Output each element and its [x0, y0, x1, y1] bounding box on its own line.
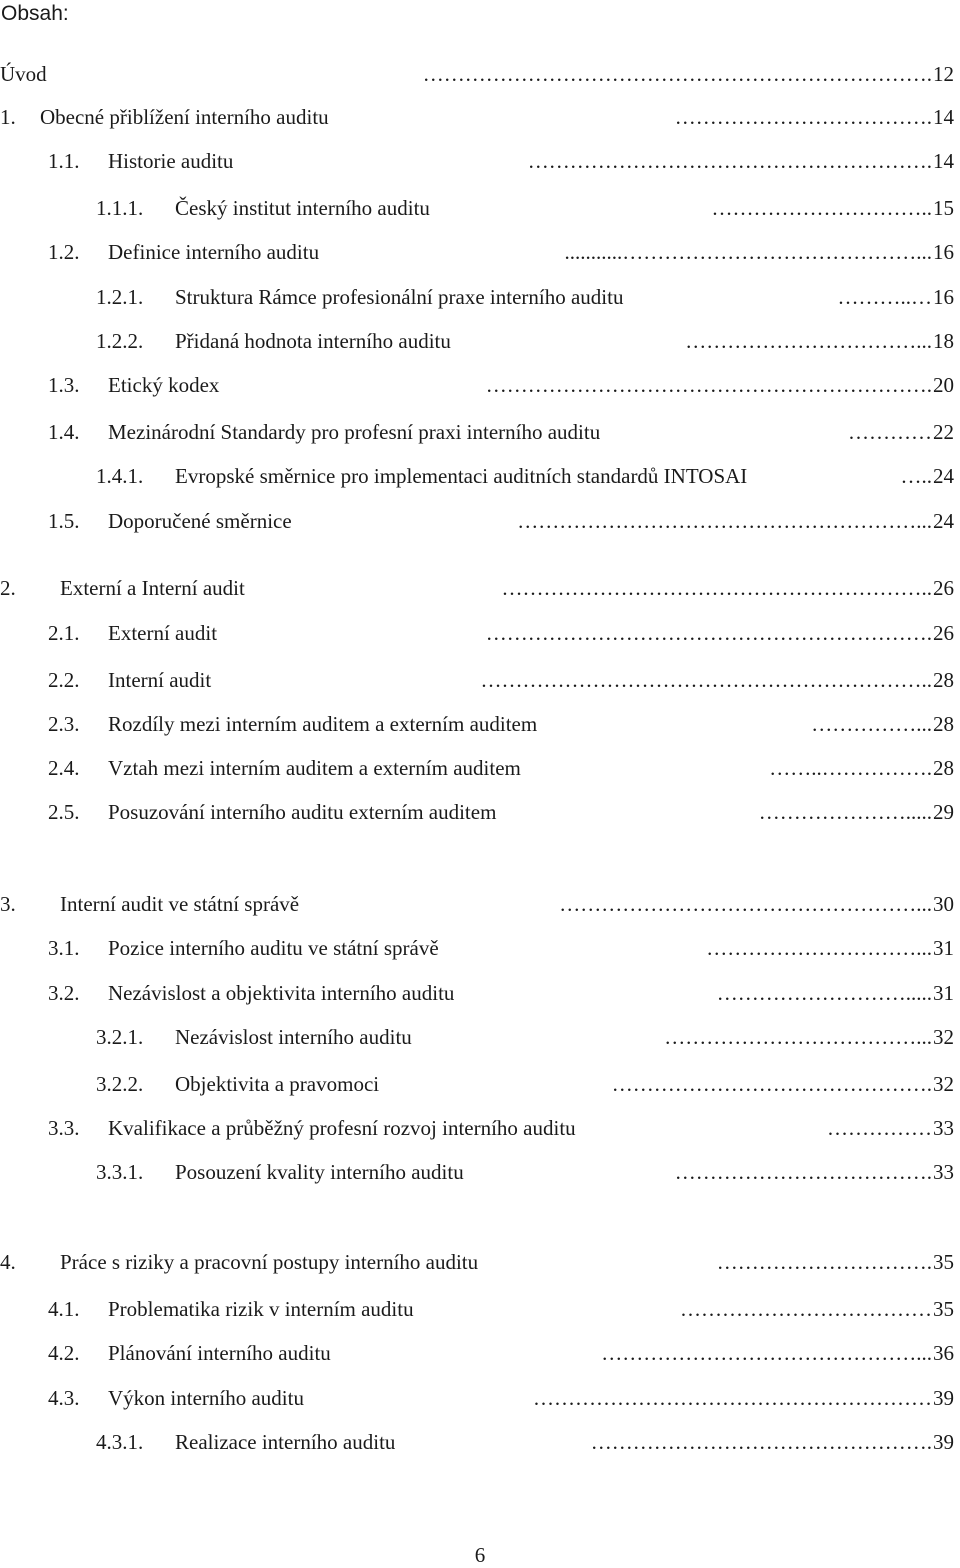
toc-entry-number: 4.2.	[48, 1341, 80, 1365]
toc-entry-number: 1.2.2.	[96, 329, 144, 353]
toc-entry	[0, 573, 954, 603]
toc-entry-leader: ...........……………………………………...	[564, 240, 932, 264]
toc-entry-title: Realizace interního auditu	[175, 1430, 396, 1454]
toc-entry-title: Etický kodex	[108, 373, 220, 397]
toc-entry	[0, 978, 954, 1008]
toc-entry-page: 18	[933, 329, 954, 353]
toc-entry-number: 3.	[0, 892, 16, 916]
toc-entry-page: 29	[933, 800, 954, 824]
toc-entry	[0, 102, 954, 132]
toc-entry-page: 20	[933, 373, 954, 397]
toc-entry	[0, 1113, 954, 1143]
toc-entry	[0, 1069, 954, 1099]
toc-entry	[0, 618, 954, 648]
toc-entry-title: Externí a Interní audit	[60, 576, 245, 600]
toc-entry	[0, 1294, 954, 1324]
toc-entry-page: 32	[933, 1025, 954, 1049]
toc-entry	[0, 326, 954, 356]
toc-entry-leader: ………..…	[837, 285, 932, 309]
toc-entry-number: 2.5.	[48, 800, 80, 824]
toc-entry-page: 28	[933, 668, 954, 692]
toc-entry-leader: ……………………………………………………..	[501, 576, 932, 600]
toc-entry-number: 2.2.	[48, 668, 80, 692]
page-number: 6	[474, 1543, 486, 1567]
toc-entry-title: Nezávislost a objektivita interního auditu	[108, 981, 455, 1005]
toc-entry-leader: …………	[848, 420, 932, 444]
toc-entry-page: 39	[933, 1386, 954, 1410]
toc-entry-leader: ……………………………………………………….	[485, 373, 932, 397]
toc-entry-title: Rozdíly mezi interním auditem a externím auditem	[108, 712, 538, 736]
toc-entry-leader: …………………………..	[711, 196, 932, 220]
toc-entry-number: 2.1.	[48, 621, 80, 645]
toc-entry-page: 31	[933, 981, 954, 1005]
toc-entry	[0, 1247, 954, 1277]
toc-entry	[0, 1338, 954, 1368]
toc-entry-number: 3.3.1.	[96, 1160, 144, 1184]
toc-entry-title: Přidaná hodnota interního auditu	[175, 329, 451, 353]
toc-entry-leader: ……………………………...	[685, 329, 932, 353]
toc-entry-title: Úvod	[0, 62, 47, 86]
toc-entry-leader: ……………………………………………………………….	[422, 62, 932, 86]
toc-entry-page: 12	[933, 62, 954, 86]
toc-entry-leader: ……………...	[811, 712, 932, 736]
toc-entry-page: 30	[933, 892, 954, 916]
toc-entry-title: Plánování interního auditu	[108, 1341, 331, 1365]
toc-entry	[0, 1157, 954, 1187]
toc-entry	[0, 709, 954, 739]
toc-entry	[0, 506, 954, 536]
toc-entry-page: 24	[933, 464, 954, 488]
toc-entry-title: Pozice interního auditu ve státní správě	[108, 936, 439, 960]
toc-entry-page: 14	[933, 149, 954, 173]
toc-entry-leader: ……………………………….	[674, 105, 932, 129]
toc-entry-page: 15	[933, 196, 954, 220]
toc-entry-page: 28	[933, 756, 954, 780]
toc-entry-title: Nezávislost interního auditu	[175, 1025, 412, 1049]
toc-entry	[0, 237, 954, 267]
toc-entry-page: 24	[933, 509, 954, 533]
toc-entry	[0, 282, 954, 312]
toc-entry	[0, 797, 954, 827]
toc-entry-title: Doporučené směrnice	[108, 509, 292, 533]
toc-entry-title: Interní audit ve státní správě	[60, 892, 300, 916]
toc-entry-title: Historie auditu	[108, 149, 234, 173]
toc-entry-title: Práce s riziky a pracovní postupy interního auditu	[60, 1250, 479, 1274]
toc-entry-number: 2.	[0, 576, 16, 600]
toc-entry-leader: ………………………….	[716, 1250, 932, 1274]
toc-entry-page: 33	[933, 1160, 954, 1184]
toc-entry-title: Evropské směrnice pro implementaci auditních standardů INTOSAI	[175, 464, 748, 488]
toc-entry	[0, 933, 954, 963]
toc-entry-title: Posuzování interního auditu externím auditem	[108, 800, 497, 824]
toc-entry-page: 32	[933, 1072, 954, 1096]
toc-entry-number: 3.2.1.	[96, 1025, 144, 1049]
toc-entry-title: Definice interního auditu	[108, 240, 320, 264]
toc-entry-page: 26	[933, 576, 954, 600]
toc-entry-number: 2.3.	[48, 712, 80, 736]
toc-entry-leader: ……………………………………….	[611, 1072, 932, 1096]
toc-entry-number: 4.1.	[48, 1297, 80, 1321]
toc-entry-number: 1.5.	[48, 509, 80, 533]
toc-entry-page: 33	[933, 1116, 954, 1140]
toc-entry-page: 26	[933, 621, 954, 645]
toc-entry	[0, 1427, 954, 1457]
toc-entry-leader: ………………………………………………………..	[480, 668, 932, 692]
toc-entry-leader: ………………………………	[680, 1297, 932, 1321]
toc-entry-number: 4.3.	[48, 1386, 80, 1410]
toc-entry-title: Problematika rizik v interním auditu	[108, 1297, 414, 1321]
toc-entry-leader: ……..…………….	[769, 756, 932, 780]
toc-entry	[0, 665, 954, 695]
toc-entry-number: 3.1.	[48, 936, 80, 960]
toc-entry-title: Vztah mezi interním auditem a externím auditem	[108, 756, 521, 780]
toc-entry-title: Externí audit	[108, 621, 218, 645]
toc-entry-title: Objektivita a pravomoci	[175, 1072, 380, 1096]
toc-entry-number: 3.2.	[48, 981, 80, 1005]
toc-entry-number: 1.2.1.	[96, 285, 144, 309]
toc-heading: Obsah:	[1, 2, 69, 25]
toc-entry-number: 1.1.1.	[96, 196, 144, 220]
toc-entry-leader: …..	[900, 464, 932, 488]
toc-entry-number: 1.2.	[48, 240, 80, 264]
toc-entry-page: 39	[933, 1430, 954, 1454]
toc-entry-number: 1.4.	[48, 420, 80, 444]
toc-entry-leader: ……………………………………………...	[559, 892, 932, 916]
toc-entry-number: 2.4.	[48, 756, 80, 780]
toc-entry	[0, 461, 954, 491]
toc-entry	[0, 146, 954, 176]
toc-entry-page: 31	[933, 936, 954, 960]
toc-entry-number: 3.3.	[48, 1116, 80, 1140]
toc-entry-page: 36	[933, 1341, 954, 1365]
toc-entry-page: 35	[933, 1250, 954, 1274]
toc-entry-title: Struktura Rámce profesionální praxe interního auditu	[175, 285, 624, 309]
toc-entry-leader: …………………………...	[706, 936, 932, 960]
toc-entry	[0, 1383, 954, 1413]
toc-entry-title: Kvalifikace a průběžný profesní rozvoj interního auditu	[108, 1116, 576, 1140]
toc-entry-leader: …………………………………………………	[533, 1386, 932, 1410]
toc-entry-page: 16	[933, 285, 954, 309]
toc-entry-title: Český institut interního auditu	[175, 196, 430, 220]
toc-entry-leader: ………………………………...	[664, 1025, 932, 1049]
toc-entry-number: 3.2.2.	[96, 1072, 144, 1096]
toc-entry-leader: ………………………………………….	[590, 1430, 932, 1454]
toc-entry-number: 4.3.1.	[96, 1430, 144, 1454]
toc-entry-page: 16	[933, 240, 954, 264]
toc-entry	[0, 59, 954, 89]
toc-entry-page: 22	[933, 420, 954, 444]
toc-entry	[0, 193, 954, 223]
toc-entry-number: 1.3.	[48, 373, 80, 397]
toc-entry	[0, 753, 954, 783]
toc-entry-leader: ……………………………………………………….	[485, 621, 932, 645]
toc-entry-number: 1.	[0, 105, 16, 129]
toc-entry-title: Interní audit	[108, 668, 212, 692]
toc-entry-number: 1.4.1.	[96, 464, 144, 488]
toc-entry	[0, 889, 954, 919]
toc-entry-page: 35	[933, 1297, 954, 1321]
toc-entry-title: Mezinárodní Standardy pro profesní praxi interního auditu	[108, 420, 601, 444]
toc-entry	[0, 417, 954, 447]
toc-entry-leader: ………………………………………...	[601, 1341, 932, 1365]
toc-entry	[0, 370, 954, 400]
toc-entry-leader: …………………………………………………...	[517, 509, 932, 533]
toc-entry-number: 1.1.	[48, 149, 80, 173]
toc-entry-title: Obecné přiblížení interního auditu	[40, 105, 329, 129]
toc-entry-leader: ………………….....	[758, 800, 932, 824]
toc-entry-title: Výkon interního auditu	[108, 1386, 304, 1410]
toc-entry-leader: ……………	[827, 1116, 932, 1140]
toc-entry-leader: ……………………….....	[716, 981, 932, 1005]
toc-entry-leader: ………………………………………………….	[527, 149, 932, 173]
toc-entry	[0, 1022, 954, 1052]
toc-entry-title: Posouzení kvality interního auditu	[175, 1160, 464, 1184]
toc-entry-page: 14	[933, 105, 954, 129]
toc-entry-leader: ……………………………….	[674, 1160, 932, 1184]
toc-entry-number: 4.	[0, 1250, 16, 1274]
toc-entry-page: 28	[933, 712, 954, 736]
